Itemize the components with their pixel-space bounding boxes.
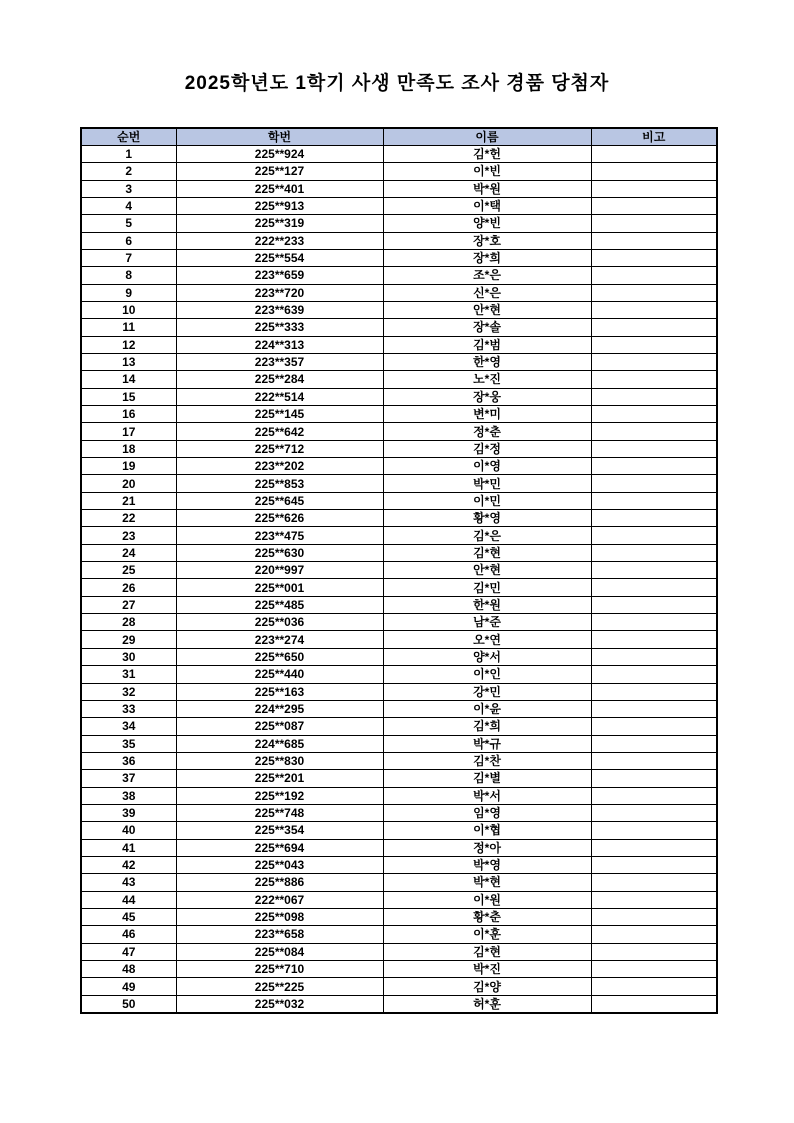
cell-rank: 50 xyxy=(81,995,176,1012)
cell-name: 박*원 xyxy=(383,180,591,197)
cell-note xyxy=(591,510,717,527)
cell-rank: 49 xyxy=(81,978,176,995)
cell-rank: 21 xyxy=(81,492,176,509)
cell-note xyxy=(591,562,717,579)
cell-rank: 29 xyxy=(81,631,176,648)
cell-rank: 22 xyxy=(81,510,176,527)
cell-name: 김*은 xyxy=(383,527,591,544)
cell-student-id: 225**043 xyxy=(176,856,383,873)
cell-student-id: 225**642 xyxy=(176,423,383,440)
cell-student-id: 223**357 xyxy=(176,353,383,370)
cell-student-id: 223**475 xyxy=(176,527,383,544)
cell-note xyxy=(591,406,717,423)
cell-rank: 39 xyxy=(81,804,176,821)
cell-rank: 36 xyxy=(81,752,176,769)
table-row xyxy=(81,961,717,978)
cell-note xyxy=(591,215,717,232)
cell-student-id: 223**658 xyxy=(176,926,383,943)
cell-name: 장*솔 xyxy=(383,319,591,336)
cell-name: 박*진 xyxy=(383,961,591,978)
cell-name: 한*영 xyxy=(383,353,591,370)
cell-student-id: 225**036 xyxy=(176,614,383,631)
table-row xyxy=(81,787,717,804)
cell-note xyxy=(591,874,717,891)
table-row xyxy=(81,874,717,891)
cell-name: 김*정 xyxy=(383,440,591,457)
cell-student-id: 225**284 xyxy=(176,371,383,388)
cell-note xyxy=(591,735,717,752)
page-title: 2025학년도 1학기 사생 만족도 조사 경품 당첨자 xyxy=(184,73,610,94)
table-row xyxy=(81,371,717,388)
cell-note xyxy=(591,978,717,995)
table-row xyxy=(81,735,717,752)
cell-name: 이*윤 xyxy=(383,700,591,717)
cell-name: 이*택 xyxy=(383,197,591,214)
cell-student-id: 223**659 xyxy=(176,267,383,284)
cell-note xyxy=(591,319,717,336)
cell-name: 박*서 xyxy=(383,787,591,804)
cell-rank: 9 xyxy=(81,284,176,301)
cell-student-id: 225**924 xyxy=(176,145,383,162)
cell-rank: 33 xyxy=(81,700,176,717)
cell-student-id: 225**485 xyxy=(176,596,383,613)
cell-note xyxy=(591,544,717,561)
cell-name: 박*영 xyxy=(383,856,591,873)
table-row xyxy=(81,319,717,336)
table-row xyxy=(81,353,717,370)
cell-note xyxy=(591,787,717,804)
cell-note xyxy=(591,596,717,613)
cell-student-id: 225**830 xyxy=(176,752,383,769)
cell-note xyxy=(591,458,717,475)
cell-student-id: 225**913 xyxy=(176,197,383,214)
cell-name: 임*영 xyxy=(383,804,591,821)
table-row xyxy=(81,666,717,683)
table-row xyxy=(81,683,717,700)
table-row xyxy=(81,908,717,925)
cell-note xyxy=(591,700,717,717)
table-row xyxy=(81,215,717,232)
cell-rank: 31 xyxy=(81,666,176,683)
cell-name: 박*규 xyxy=(383,735,591,752)
table-row xyxy=(81,145,717,162)
cell-note xyxy=(591,232,717,249)
cell-student-id: 225**127 xyxy=(176,163,383,180)
cell-rank: 38 xyxy=(81,787,176,804)
cell-student-id: 223**720 xyxy=(176,284,383,301)
cell-rank: 41 xyxy=(81,839,176,856)
table-row xyxy=(81,804,717,821)
cell-student-id: 225**319 xyxy=(176,215,383,232)
table-row xyxy=(81,978,717,995)
cell-student-id: 220**997 xyxy=(176,562,383,579)
cell-student-id: 225**710 xyxy=(176,961,383,978)
cell-student-id: 225**748 xyxy=(176,804,383,821)
cell-student-id: 225**554 xyxy=(176,249,383,266)
cell-rank: 1 xyxy=(81,145,176,162)
cell-name: 안*현 xyxy=(383,562,591,579)
cell-rank: 20 xyxy=(81,475,176,492)
cell-name: 정*아 xyxy=(383,839,591,856)
cell-rank: 28 xyxy=(81,614,176,631)
cell-student-id: 225**712 xyxy=(176,440,383,457)
table-row xyxy=(81,284,717,301)
cell-name: 이*협 xyxy=(383,822,591,839)
cell-note xyxy=(591,579,717,596)
cell-note xyxy=(591,527,717,544)
cell-name: 김*현 xyxy=(383,943,591,960)
cell-student-id: 225**853 xyxy=(176,475,383,492)
cell-rank: 34 xyxy=(81,718,176,735)
header-student-id: 학번 xyxy=(176,128,383,145)
table-row xyxy=(81,943,717,960)
cell-name: 김*민 xyxy=(383,579,591,596)
cell-name: 변*미 xyxy=(383,406,591,423)
cell-note xyxy=(591,475,717,492)
cell-note xyxy=(591,856,717,873)
cell-student-id: 223**274 xyxy=(176,631,383,648)
table-row xyxy=(81,388,717,405)
cell-name: 이*영 xyxy=(383,458,591,475)
cell-name: 양*빈 xyxy=(383,215,591,232)
table-row xyxy=(81,700,717,717)
cell-name: 김*헌 xyxy=(383,145,591,162)
table-row xyxy=(81,510,717,527)
cell-note xyxy=(591,926,717,943)
table-row xyxy=(81,579,717,596)
cell-student-id: 225**001 xyxy=(176,579,383,596)
cell-student-id: 225**694 xyxy=(176,839,383,856)
cell-name: 김*희 xyxy=(383,718,591,735)
cell-name: 김*찬 xyxy=(383,752,591,769)
cell-student-id: 225**084 xyxy=(176,943,383,960)
cell-name: 이*원 xyxy=(383,891,591,908)
cell-note xyxy=(591,353,717,370)
cell-student-id: 225**087 xyxy=(176,718,383,735)
cell-name: 허*훈 xyxy=(383,995,591,1012)
cell-name: 오*연 xyxy=(383,631,591,648)
table-row xyxy=(81,163,717,180)
cell-name: 이*인 xyxy=(383,666,591,683)
table-row xyxy=(81,267,717,284)
cell-note xyxy=(591,145,717,162)
cell-student-id: 225**886 xyxy=(176,874,383,891)
cell-rank: 24 xyxy=(81,544,176,561)
cell-student-id: 225**626 xyxy=(176,510,383,527)
table-row xyxy=(81,822,717,839)
cell-note xyxy=(591,423,717,440)
cell-student-id: 225**225 xyxy=(176,978,383,995)
cell-student-id: 225**650 xyxy=(176,648,383,665)
cell-student-id: 222**233 xyxy=(176,232,383,249)
table-row xyxy=(81,406,717,423)
table-row xyxy=(81,336,717,353)
cell-name: 박*현 xyxy=(383,874,591,891)
table-row xyxy=(81,562,717,579)
cell-rank: 14 xyxy=(81,371,176,388)
table-row xyxy=(81,926,717,943)
cell-note xyxy=(591,908,717,925)
table-row xyxy=(81,631,717,648)
cell-note xyxy=(591,822,717,839)
table-row xyxy=(81,249,717,266)
cell-rank: 15 xyxy=(81,388,176,405)
cell-rank: 46 xyxy=(81,926,176,943)
cell-note xyxy=(591,371,717,388)
cell-note xyxy=(591,197,717,214)
table-row xyxy=(81,995,717,1012)
cell-name: 양*서 xyxy=(383,648,591,665)
cell-note xyxy=(591,388,717,405)
table-row xyxy=(81,301,717,318)
cell-note xyxy=(591,249,717,266)
table-body xyxy=(81,145,717,1012)
cell-rank: 7 xyxy=(81,249,176,266)
cell-name: 이*훈 xyxy=(383,926,591,943)
table-row xyxy=(81,527,717,544)
cell-name: 노*진 xyxy=(383,371,591,388)
cell-note xyxy=(591,267,717,284)
cell-name: 장*호 xyxy=(383,232,591,249)
cell-name: 김*별 xyxy=(383,770,591,787)
header-name: 이름 xyxy=(383,128,591,145)
cell-rank: 25 xyxy=(81,562,176,579)
cell-name: 조*은 xyxy=(383,267,591,284)
cell-rank: 2 xyxy=(81,163,176,180)
cell-name: 이*민 xyxy=(383,492,591,509)
cell-rank: 40 xyxy=(81,822,176,839)
cell-rank: 5 xyxy=(81,215,176,232)
cell-name: 한*원 xyxy=(383,596,591,613)
cell-note xyxy=(591,440,717,457)
table-row xyxy=(81,752,717,769)
cell-note xyxy=(591,961,717,978)
cell-note xyxy=(591,284,717,301)
cell-name: 장*웅 xyxy=(383,388,591,405)
cell-name: 김*현 xyxy=(383,544,591,561)
cell-rank: 13 xyxy=(81,353,176,370)
cell-student-id: 225**098 xyxy=(176,908,383,925)
cell-rank: 47 xyxy=(81,943,176,960)
table-row xyxy=(81,180,717,197)
cell-student-id: 225**645 xyxy=(176,492,383,509)
cell-student-id: 224**295 xyxy=(176,700,383,717)
cell-rank: 16 xyxy=(81,406,176,423)
cell-rank: 27 xyxy=(81,596,176,613)
table-row xyxy=(81,232,717,249)
cell-note xyxy=(591,180,717,197)
cell-rank: 11 xyxy=(81,319,176,336)
table-row xyxy=(81,770,717,787)
table-row xyxy=(81,475,717,492)
table-row xyxy=(81,839,717,856)
cell-student-id: 224**313 xyxy=(176,336,383,353)
cell-rank: 17 xyxy=(81,423,176,440)
cell-student-id: 225**333 xyxy=(176,319,383,336)
cell-rank: 18 xyxy=(81,440,176,457)
table-row xyxy=(81,614,717,631)
table-row xyxy=(81,492,717,509)
cell-note xyxy=(591,839,717,856)
cell-name: 황*춘 xyxy=(383,908,591,925)
cell-rank: 10 xyxy=(81,301,176,318)
cell-name: 남*준 xyxy=(383,614,591,631)
cell-student-id: 225**630 xyxy=(176,544,383,561)
table-row xyxy=(81,891,717,908)
cell-note xyxy=(591,614,717,631)
cell-student-id: 225**032 xyxy=(176,995,383,1012)
cell-note xyxy=(591,943,717,960)
cell-note xyxy=(591,995,717,1012)
table-row xyxy=(81,856,717,873)
cell-rank: 4 xyxy=(81,197,176,214)
cell-rank: 12 xyxy=(81,336,176,353)
cell-note xyxy=(591,891,717,908)
table-row xyxy=(81,718,717,735)
cell-rank: 42 xyxy=(81,856,176,873)
cell-rank: 43 xyxy=(81,874,176,891)
header-note: 비고 xyxy=(591,128,717,145)
cell-note xyxy=(591,301,717,318)
cell-name: 신*은 xyxy=(383,284,591,301)
table-row xyxy=(81,423,717,440)
cell-rank: 32 xyxy=(81,683,176,700)
table-row xyxy=(81,648,717,665)
cell-student-id: 225**192 xyxy=(176,787,383,804)
cell-student-id: 223**202 xyxy=(176,458,383,475)
winners-table xyxy=(80,127,718,1014)
table-row xyxy=(81,458,717,475)
table-header-row xyxy=(81,128,717,145)
cell-rank: 37 xyxy=(81,770,176,787)
cell-note xyxy=(591,804,717,821)
cell-student-id: 222**514 xyxy=(176,388,383,405)
cell-student-id: 225**401 xyxy=(176,180,383,197)
cell-note xyxy=(591,666,717,683)
table-row xyxy=(81,544,717,561)
cell-rank: 26 xyxy=(81,579,176,596)
cell-name: 장*희 xyxy=(383,249,591,266)
cell-note xyxy=(591,718,717,735)
cell-note xyxy=(591,648,717,665)
cell-student-id: 225**145 xyxy=(176,406,383,423)
table-row xyxy=(81,596,717,613)
cell-note xyxy=(591,683,717,700)
header-rank: 순번 xyxy=(81,128,176,145)
cell-name: 정*춘 xyxy=(383,423,591,440)
cell-student-id: 225**440 xyxy=(176,666,383,683)
cell-name: 이*빈 xyxy=(383,163,591,180)
cell-student-id: 225**201 xyxy=(176,770,383,787)
cell-name: 박*민 xyxy=(383,475,591,492)
cell-student-id: 223**639 xyxy=(176,301,383,318)
cell-name: 황*영 xyxy=(383,510,591,527)
cell-student-id: 222**067 xyxy=(176,891,383,908)
cell-rank: 48 xyxy=(81,961,176,978)
cell-rank: 19 xyxy=(81,458,176,475)
cell-rank: 23 xyxy=(81,527,176,544)
cell-student-id: 225**163 xyxy=(176,683,383,700)
cell-note xyxy=(591,336,717,353)
cell-rank: 44 xyxy=(81,891,176,908)
table-row xyxy=(81,197,717,214)
cell-note xyxy=(591,631,717,648)
cell-rank: 35 xyxy=(81,735,176,752)
cell-rank: 3 xyxy=(81,180,176,197)
cell-rank: 45 xyxy=(81,908,176,925)
cell-name: 김*양 xyxy=(383,978,591,995)
cell-name: 김*범 xyxy=(383,336,591,353)
cell-note xyxy=(591,770,717,787)
cell-rank: 6 xyxy=(81,232,176,249)
cell-rank: 8 xyxy=(81,267,176,284)
cell-name: 강*민 xyxy=(383,683,591,700)
cell-name: 안*현 xyxy=(383,301,591,318)
cell-note xyxy=(591,163,717,180)
table-row xyxy=(81,440,717,457)
cell-note xyxy=(591,752,717,769)
cell-student-id: 225**354 xyxy=(176,822,383,839)
cell-note xyxy=(591,492,717,509)
cell-student-id: 224**685 xyxy=(176,735,383,752)
cell-rank: 30 xyxy=(81,648,176,665)
